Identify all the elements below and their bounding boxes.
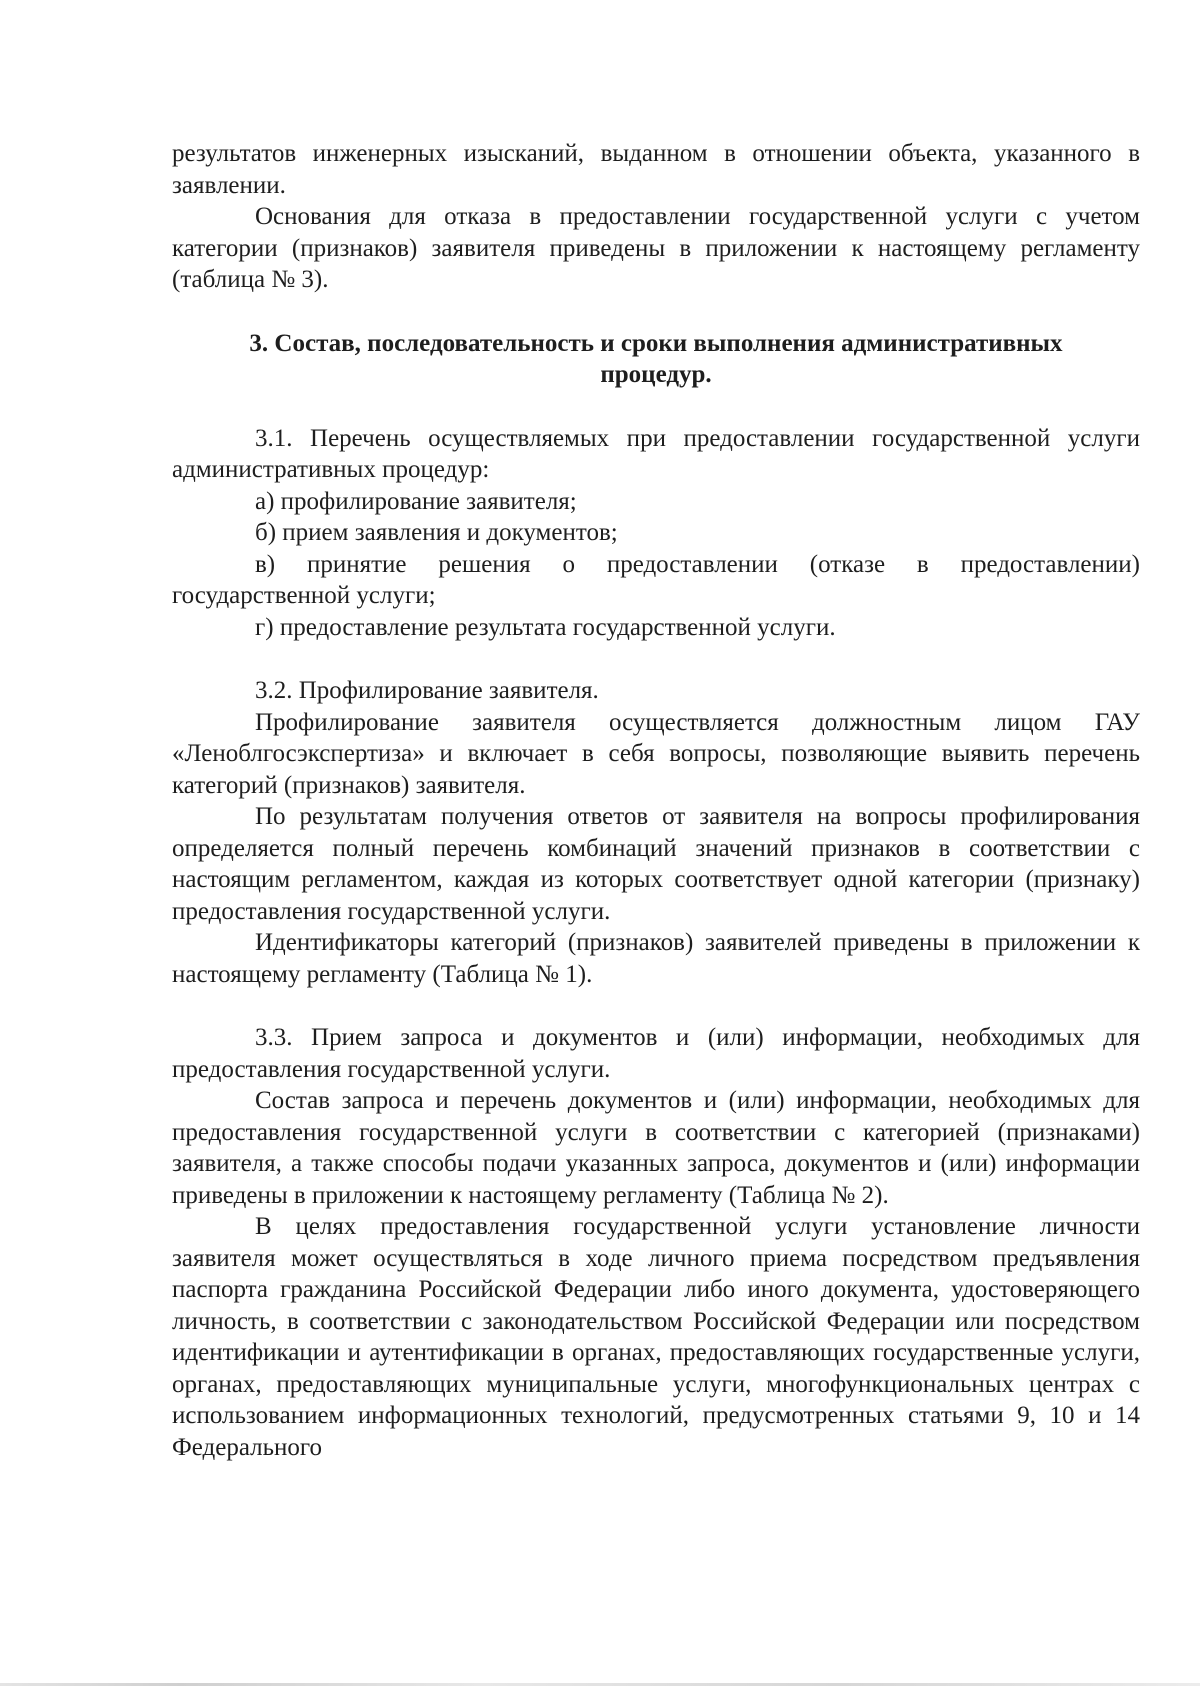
- paragraph-continuation: результатов инженерных изысканий, выданном в отношении объекта, указанного в заявлении.: [172, 140, 1140, 199]
- section-3-2-paragraph-1: Профилирование заявителя осуществляется должностным лицом ГАУ «Леноблгосэкспертиза» и включает в себя вопросы, позволяющие выявить перечень категорий (признаков) заявителя.: [172, 708, 1140, 799]
- section-3-3-paragraph-1: Состав запроса и перечень документов и (или) информации, необходимых для предоставления государственной услуги в соответствии с категорией (признаками) заявителя, а также способы подачи указанных запроса, документов и (или) информации приведены в приложении к настоящему регламенту (Таблица № 2).: [172, 1087, 1140, 1209]
- section-3-2-paragraph-2: По результатам получения ответов от заявителя на вопросы профилирования определяется полный перечень комбинаций значений признаков в соответствии с настоящим регламентом, каждая из которых соответствует одной категории (признаку) предоставления государственной услуги.: [172, 803, 1140, 925]
- paragraph-refusal-grounds: Основания для отказа в предоставлении государственной услуги с учетом категории (признаков) заявителя приведены в приложении к настоящему регламенту (таблица № 3).: [172, 203, 1140, 293]
- section-3-2-title: 3.2. Профилирование заявителя.: [255, 677, 599, 704]
- list-item-b: б) прием заявления и документов;: [255, 519, 618, 546]
- list-item-a: а) профилирование заявителя;: [255, 487, 577, 515]
- list-item-g: г) предоставление результата государственной услуги.: [255, 613, 836, 641]
- section-3-3-paragraph-2: В целях предоставления государственной услуги установление личности заявителя может осуществляться в ходе личного приема посредством предъявления паспорта гражданина Российской Федерации либо иного документа, удостоверяющего личность, в соответствии с законодательством Российской Федерации или посредством идентификации и аутентификации в органах, предоставляющих государственные услуги, органах, предоставляющих муниципальные услуги, многофункциональных центрах с использованием информационных технологий, предусмотренных статьями 9, 10 и 14 Федерального: [172, 1213, 1140, 1461]
- scan-bottom-edge: [0, 1683, 1200, 1686]
- section-3-2-paragraph-3: Идентификаторы категорий (признаков) заявителей приведены в приложении к настоящему регламенту (Таблица № 1).: [172, 929, 1140, 988]
- document-page: [172, 138, 1140, 1463]
- section-3-1-intro: 3.1. Перечень осуществляемых при предоставлении государственной услуги административных процедур:: [172, 424, 1140, 483]
- section-3-3-title: 3.3. Прием запроса и документов и (или) информации, необходимых для предоставления государственной услуги.: [172, 1024, 1140, 1083]
- list-item-v: в) принятие решения о предоставлении (отказе в предоставлении) государственной услуги;: [172, 550, 1140, 609]
- section-3-heading: 3. Состав, последовательность и сроки выполнения административных процедур.: [249, 329, 1063, 388]
